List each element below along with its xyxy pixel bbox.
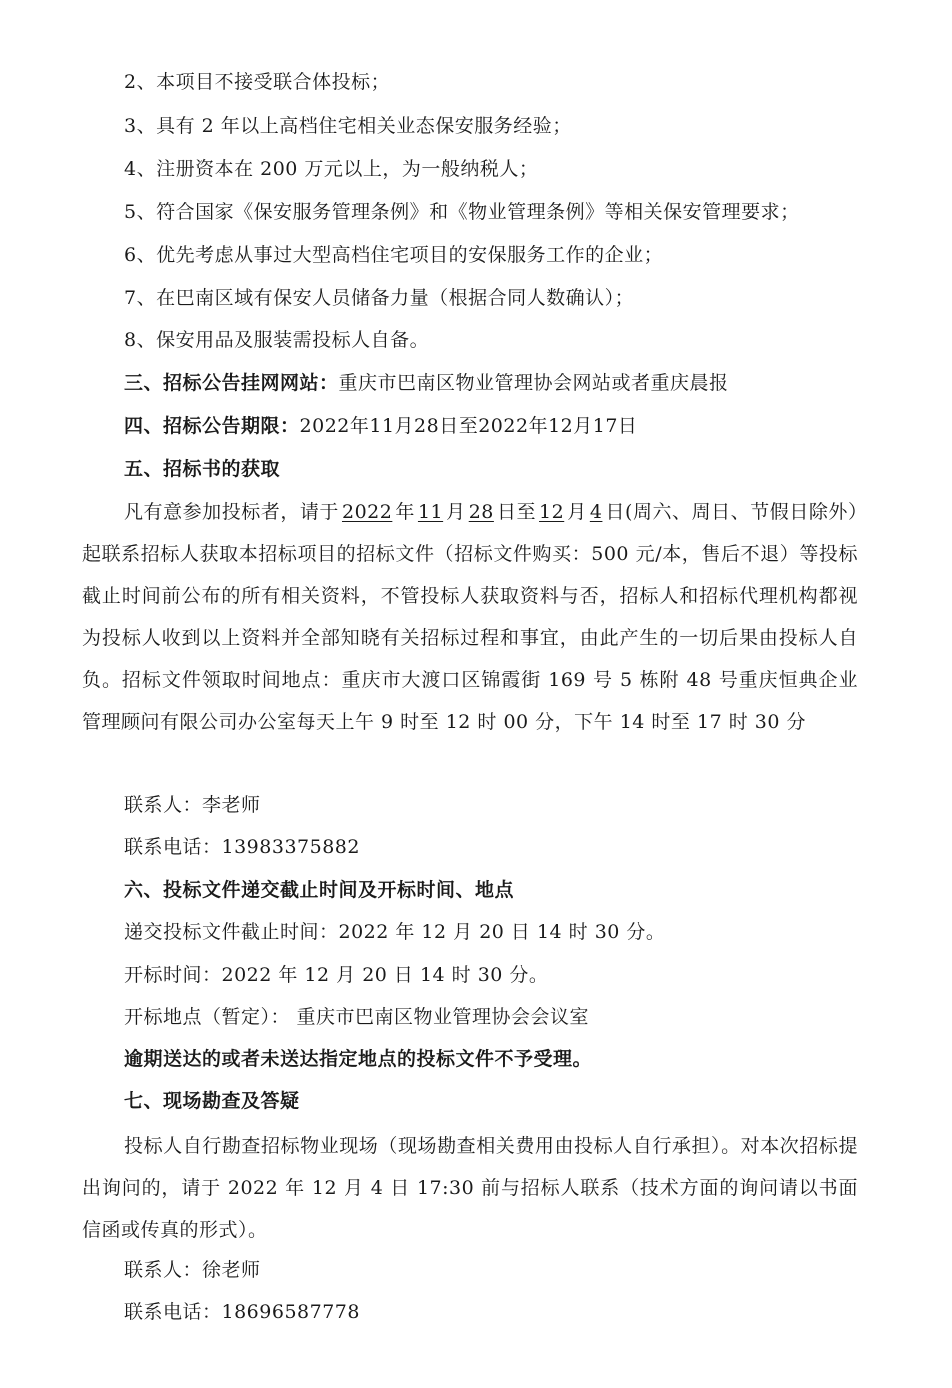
requirement-item-4: 4、注册资本在 200 万元以上，为一般纳税人； (124, 158, 539, 180)
requirement-item-2: 2、本项目不接受联合体投标； (124, 71, 391, 93)
requirement-item-3: 3、具有 2 年以上高档住宅相关业态保安服务经验； (124, 115, 572, 137)
section-3-line (124, 369, 872, 397)
year-label: 年 (395, 501, 415, 523)
open-place-line: 开标地点（暂定）： 重庆市巴南区物业管理协会会议室 (124, 1006, 590, 1028)
section-3-text: 重庆市巴南区物业管理协会网站或者重庆晨报 (338, 372, 729, 394)
section-4-text: 2022年11月28日至2022年12月17日 (299, 415, 638, 437)
requirement-item-5: 5、符合国家《保安服务管理条例》和《物业管理条例》等相关保安管理要求； (124, 201, 800, 223)
section-4-heading: 四、招标公告期限： (124, 415, 300, 437)
contact-person-2: 联系人：徐老师 (124, 1259, 261, 1281)
contact-person-1: 联系人：李老师 (124, 794, 261, 816)
section-3-heading: 三、招标公告挂网网站： (124, 372, 339, 394)
day-field-2: 4 (589, 501, 603, 523)
deadline-line: 递交投标文件截止时间：2022 年 12 月 20 日 14 时 30 分。 (124, 921, 666, 943)
month-label-2: 月 (567, 501, 587, 523)
section-4-line (124, 412, 872, 440)
section-7-heading: 七、现场勘查及答疑 (124, 1090, 300, 1112)
section-5-paragraph (82, 491, 858, 743)
open-time-line: 开标时间：2022 年 12 月 20 日 14 时 30 分。 (124, 964, 549, 986)
day-field: 28 (468, 501, 494, 523)
year-field: 2022 (341, 501, 393, 523)
contact-phone-2: 联系电话：18696587778 (124, 1301, 360, 1323)
requirement-item-7: 7、在巴南区域有保安人员储备力量（根据合同人数确认）； (124, 287, 635, 309)
requirement-item-6: 6、优先考虑从事过大型高档住宅项目的安保服务工作的企业； (124, 244, 664, 266)
section-5-heading: 五、招标书的获取 (124, 458, 281, 480)
requirement-item-8: 8、保安用品及服装需投标人自备。 (124, 329, 430, 351)
section-7-paragraph: 投标人自行勘查招标物业现场（现场勘查相关费用由投标人自行承担）。对本次招标提出询问的，请于 2022 年 12 月 4 日 17:30 前与招标人联系（技术方面的询问请以书面信函或传真的形式）。 (82, 1135, 858, 1241)
section-6-heading: 六、投标文件递交截止时间及开标时间、地点 (124, 879, 515, 901)
p-rest: 日(周六、周日、节假日除外）起联系招标人获取本招标项目的招标文件（招标文件购买：500 元/本，售后不退）等投标截止时间前公布的所有相关资料，不管投标人获取资料与否，招标人和招标代理机构都视为投标人收到以上资料并全部知晓有关招标过程和事宜，由此产生的一切后果由投标人自负。招标文件领取时间地点：重庆市大渡口区锦霞街 169 号 5 栋附 48 号重庆恒典企业管理顾问有限公司办公室每天上午 9 时至 12 时 00 分，下午 14 时至 17 时 30 分 (82, 501, 858, 733)
p-start: 凡有意参加投标者，请于 (124, 501, 339, 523)
day-to-label: 日至 (496, 501, 537, 523)
late-notice: 逾期送达的或者未送达指定地点的投标文件不予受理。 (124, 1048, 593, 1070)
month-label: 月 (446, 501, 466, 523)
contact-phone-1: 联系电话：13983375882 (124, 836, 360, 858)
month-field-2: 12 (539, 501, 565, 523)
month-field: 11 (417, 501, 444, 523)
